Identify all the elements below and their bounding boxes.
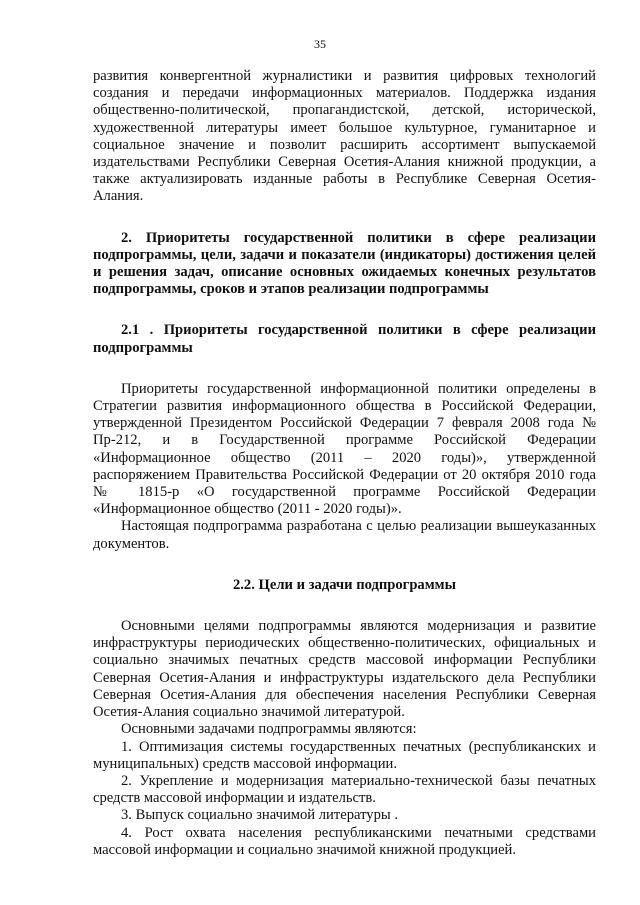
task-item: 2. Укрепление и модернизация материально-технической базы печатных средств массовой информации и издательств. [93,772,596,807]
section-2-1-paragraph: Приоритеты государственной информационной политики определены в Стратегии развития информационного общества в Российской Федерации, утвержденной Президентом Российской Федерации 7 февраля 2008 года № Пр-212, и в Государственной программе Российской Федерации «Информационное общество (2011 – 2020 годы)», утвержденной распоряжением Правительства Российской Федерации от 20 октября 2010 года № 1815-р «О государственной программе Российской Федерации «Информационное общество (2011 - 2020 годы)». [93,380,596,518]
section-2-1-heading: 2.1 . Приоритеты государственной политики в сфере реализации подпрограммы [93,322,596,356]
section-2-1-paragraph-2: Настоящая подпрограмма разработана с целью реализации вышеуказанных документов. [93,518,596,552]
task-item: 3. Выпуск социально значимой литературы . [121,807,398,824]
task-item: 1. Оптимизация системы государственных печатных (республиканских и муниципальных) средств массовой информации. [93,738,596,772]
section-2-2-paragraph: Основными целями подпрограммы являются модернизация и развитие инфраструктуры периодических общественно-политических, официальных и социально значимых печатных средств массовой информации Республики Северная Осетия-Алания и инфраструктуры издательского дела Республики Северная Осетия-Алания для обеспечения населения Республики Северная Осетия-Алания социально значимой литературой. [93,618,596,721]
task-item: 4. Рост охвата населения республиканскими печатными средствами массовой информации и социально значимой книжной продукцией. [93,824,596,858]
intro-paragraph: развития конвергентной журналистики и развития цифровых технологий создания и передачи информационных материалов. Поддержка издания общественно-политической, пропагандистской, детской, исторической, художественной литературы имеет большое культурное, гуманитарное и социальное значение и позволит расширить ассортимент выпускаемой издательствами Республики Северная Осетия-Алания книжной продукции, а также актуализировать изданные работы в Республике Северная Осетия-Алания. [93,68,596,205]
document-body [93,68,596,859]
page-number: 35 [314,37,326,51]
section-2-2-heading: 2.2. Цели и задачи подпрограммы [232,576,457,593]
tasks-intro: Основными задачами подпрограммы являются: [121,721,417,738]
section-2-heading: 2. Приоритеты государственной политики в сфере реализации подпрограммы, цели, задачи и показатели (индикаторы) достижения целей и решения задач, описание основных ожидаемых конечных результатов подпрограммы, сроков и этапов реализации подпрограммы [93,229,596,298]
